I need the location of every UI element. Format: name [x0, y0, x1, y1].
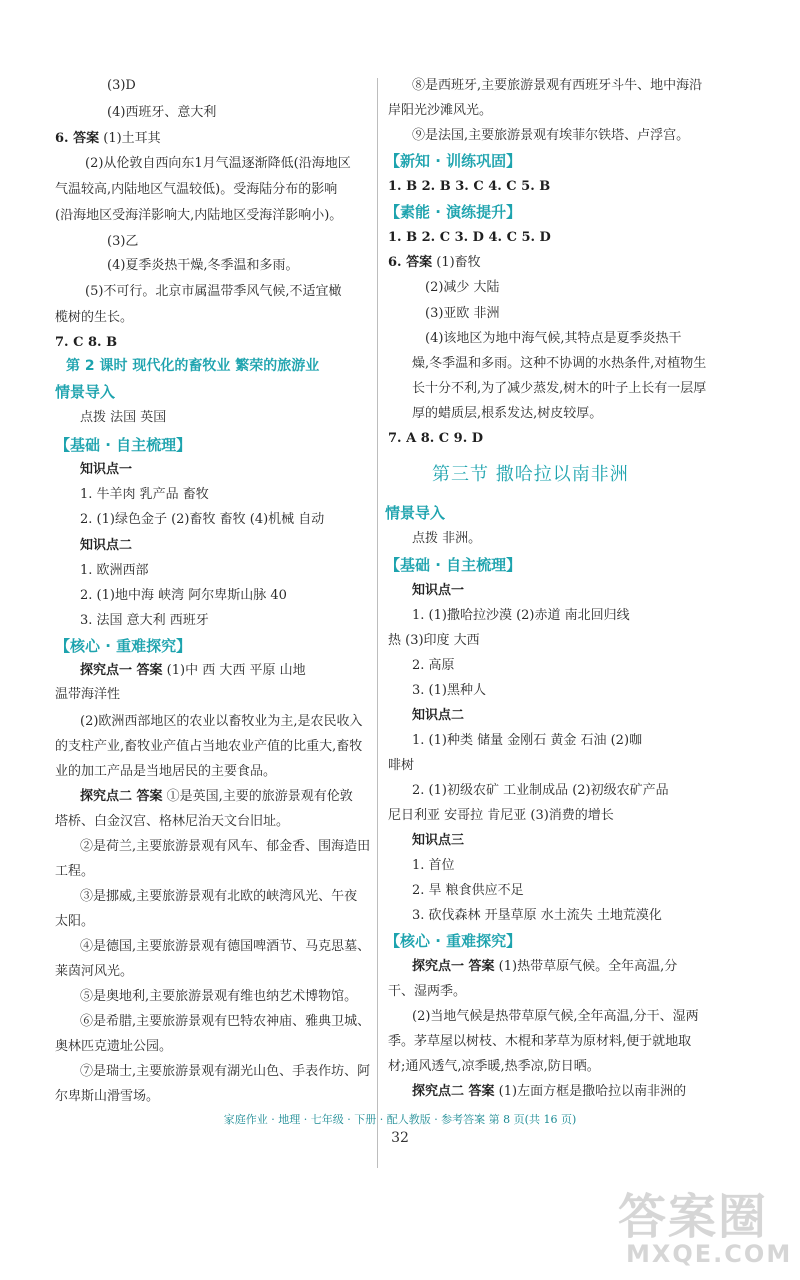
answer-line: 点拨 非洲。	[412, 531, 482, 546]
answer-line: 啡树	[388, 758, 415, 773]
answer-line: 材;通风透气,凉季暖,热季凉,防日晒。	[388, 1059, 600, 1074]
answer-line: 气温较高,内陆地区气温较低)。受海陆分布的影响	[55, 182, 338, 197]
answer-text: (1)中 西 大西 平原 山地	[166, 663, 306, 678]
watermark-logo	[612, 1178, 792, 1276]
answer-line: 厚的蜡质层,根系发达,树皮较厚。	[412, 406, 603, 421]
section-heading: 【基础 · 自主梳理】	[55, 436, 192, 454]
answer-line: (2)欧洲西部地区的农业以畜牧业为主,是农民收入	[80, 714, 363, 729]
answer-line: 1. B 2. B 3. C 4. C 5. B	[388, 179, 551, 194]
answer-line: 塔桥、白金汉宫、格林尼治天文台旧址。	[55, 814, 290, 829]
answer-label: 探究点二 答案	[80, 789, 163, 804]
answer-line: (3)亚欧 非洲	[425, 306, 500, 321]
answer-line: 温带海洋性	[55, 687, 121, 702]
answer-line: ②是荷兰,主要旅游景观有风车、郁金香、围海造田	[80, 839, 371, 854]
answer-line: ③是挪威,主要旅游景观有北欧的峡湾风光、午夜	[80, 889, 358, 904]
section-heading: 【核心 · 重难探究】	[385, 932, 522, 950]
answer-line: (3)D	[107, 78, 136, 93]
answer-line	[80, 662, 306, 680]
page-footer: 家庭作业 · 地理 · 七年级 · 下册 · 配人教版 · 参考答案 第 8 页(共 16 页)	[223, 1113, 577, 1126]
answer-line: 长十分不利,为了减少蒸发,树木的叶子上长有一层厚	[412, 381, 707, 396]
section-heading: 情景导入	[385, 504, 446, 522]
answer-line: (沿海地区受海洋影响大,内陆地区受海洋影响小)。	[55, 208, 343, 223]
answer-label: 探究点一 答案	[80, 663, 163, 678]
answer-line: 热 (3)印度 大西	[388, 633, 480, 648]
answer-line: 1. (1)种类 储量 金刚石 黄金 石油 (2)咖	[412, 733, 643, 748]
answer-line: 干、湿两季。	[388, 984, 467, 999]
page-number: 32	[391, 1130, 409, 1146]
answer-label: 探究点一 答案	[412, 959, 495, 974]
section-heading: 情景导入	[55, 383, 116, 401]
knowledge-point-label: 知识点一	[80, 462, 133, 477]
answer-text: (1)左面方框是撒哈拉以南非洲的	[498, 1084, 687, 1099]
answer-line: 1. B 2. C 3. D 4. C 5. D	[388, 230, 551, 245]
answer-line	[80, 788, 353, 806]
answer-line: ⑥是希腊,主要旅游景观有巴特农神庙、雅典卫城、	[80, 1014, 371, 1029]
answer-line: 业的加工产品是当地居民的主要食品。	[55, 764, 277, 779]
answer-line: (3)乙	[107, 234, 139, 249]
answer-line: 1. (1)撒哈拉沙漠 (2)赤道 南北回归线	[412, 608, 630, 623]
answer-line: 点拨 法国 英国	[80, 410, 167, 425]
section-heading: 【核心 · 重难探究】	[55, 637, 192, 655]
answer-label: 探究点二 答案	[412, 1084, 495, 1099]
answer-line: 3. (1)黑种人	[412, 683, 486, 698]
answer-line: ⑤是奥地利,主要旅游景观有维也纳艺术博物馆。	[80, 989, 358, 1004]
answer-line: 榄树的生长。	[55, 310, 134, 325]
answer-line: (2)当地气候是热带草原气候,全年高温,分干、湿两	[412, 1009, 699, 1024]
answer-line: (5)不可行。北京市属温带季风气候,不适宜橄	[85, 284, 342, 299]
section-heading: 【素能 · 演练提升】	[385, 203, 522, 221]
knowledge-point-label: 知识点三	[412, 833, 465, 848]
lesson-title: 第 2 课时 现代化的畜牧业 繁荣的旅游业	[66, 358, 320, 374]
answer-line: 尼日利亚 安哥拉 肯尼亚 (3)消费的增长	[388, 808, 614, 823]
answer-line: 燥,冬季温和多雨。这种不协调的水热条件,对植物生	[412, 356, 707, 371]
answer-line: 太阳。	[55, 914, 95, 929]
answer-line: (4)该地区为地中海气候,其特点是夏季炎热干	[425, 331, 682, 346]
watermark-main-text: 答案圈	[618, 1189, 769, 1245]
watermark-url-text: MXQE.COM	[626, 1240, 793, 1268]
answer-line: 3. 砍伐森林 开垦草原 水土流失 土地荒漠化	[412, 908, 662, 923]
answer-label: 6. 答案	[388, 255, 433, 270]
answer-line: 7. C 8. B	[55, 335, 118, 350]
answer-line: 岸阳光沙滩风光。	[388, 103, 493, 118]
answer-line: (2)从伦敦自西向东1月气温逐渐降低(沿海地区	[85, 156, 351, 171]
answer-line	[412, 958, 677, 976]
answer-line: ④是德国,主要旅游景观有德国啤酒节、马克思墓、	[80, 939, 371, 954]
answer-text: (1)畜牧	[436, 255, 481, 270]
answer-line: 7. A 8. C 9. D	[388, 431, 484, 446]
chapter-section-title: 第三节 撒哈拉以南非洲	[432, 464, 629, 485]
section-heading: 【新知 · 训练巩固】	[385, 152, 522, 170]
answer-line: ⑨是法国,主要旅游景观有埃菲尔铁塔、卢浮宫。	[412, 128, 690, 143]
answer-label: 6. 答案	[55, 131, 100, 146]
answer-line: 2. 高原	[412, 658, 455, 673]
answer-line: (4)西班牙、意大利	[107, 105, 217, 120]
column-divider	[377, 78, 378, 1168]
answer-line: 2. (1)绿色金子 (2)畜牧 畜牧 (4)机械 自动	[80, 512, 325, 527]
answer-line	[55, 130, 161, 148]
answer-line: 1. 欧洲西部	[80, 563, 149, 578]
answer-line: 1. 首位	[412, 858, 455, 873]
answer-line: 季。茅草屋以树枝、木棍和茅草为原材料,便于就地取	[388, 1034, 692, 1049]
knowledge-point-label: 知识点二	[412, 708, 465, 723]
answer-line: ⑧是西班牙,主要旅游景观有西班牙斗牛、地中海沿	[412, 78, 703, 93]
answer-line: (2)减少 大陆	[425, 280, 500, 295]
answer-line: 2. (1)地中海 峡湾 阿尔卑斯山脉 40	[80, 588, 287, 603]
section-heading: 【基础 · 自主梳理】	[385, 556, 522, 574]
knowledge-point-label: 知识点二	[80, 538, 133, 553]
answer-line: 1. 牛羊肉 乳产品 畜牧	[80, 487, 209, 502]
answer-line: 奥林匹克遗址公园。	[55, 1039, 173, 1054]
answer-line: 尔卑斯山滑雪场。	[55, 1089, 160, 1104]
answer-line	[412, 1083, 686, 1101]
answer-line: (4)夏季炎热干燥,冬季温和多雨。	[107, 258, 299, 273]
answer-text: ①是英国,主要的旅游景观有伦敦	[166, 789, 353, 804]
knowledge-point-label: 知识点一	[412, 583, 465, 598]
answer-line: 2. (1)初级农矿 工业制成品 (2)初级农矿产品	[412, 783, 669, 798]
answer-line: 2. 旱 粮食供应不足	[412, 883, 524, 898]
answer-line: 莱茵河风光。	[55, 964, 134, 979]
answer-text: (1)热带草原气候。全年高温,分	[498, 959, 678, 974]
answer-line	[388, 254, 481, 272]
answer-line: 3. 法国 意大利 西班牙	[80, 613, 209, 628]
answer-line: ⑦是瑞士,主要旅游景观有湖光山色、手表作坊、阿	[80, 1064, 371, 1079]
answer-line: 工程。	[55, 864, 95, 879]
answer-text: (1)土耳其	[103, 131, 161, 146]
answer-line: 的支柱产业,畜牧业产值占当地农业产值的比重大,畜牧	[55, 739, 363, 754]
